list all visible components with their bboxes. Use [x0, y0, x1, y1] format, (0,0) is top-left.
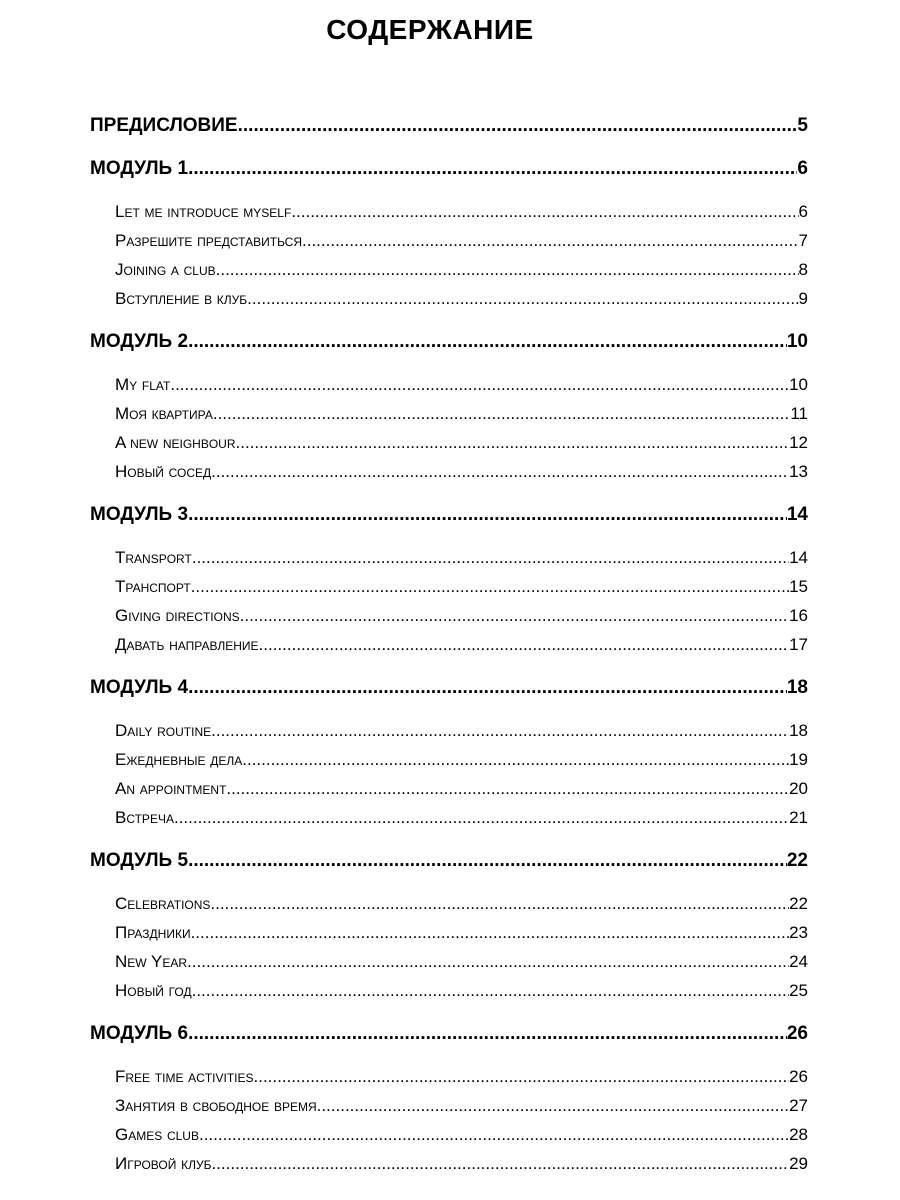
toc-entry-label: Daily routine	[115, 721, 212, 740]
toc-entry-section[interactable]	[115, 630, 808, 659]
toc-page-number: 10	[786, 331, 808, 352]
toc-entry-section[interactable]	[115, 803, 808, 832]
page-title: СОДЕРЖАНИЕ	[326, 14, 534, 45]
dot-leader	[254, 1062, 790, 1091]
toc-page-number: 18	[789, 721, 808, 740]
dot-leader	[240, 601, 789, 630]
toc-entry-label: МОДУЛЬ 3	[90, 504, 189, 525]
toc-entry-section[interactable]	[115, 774, 808, 803]
toc-entry-label: Giving directions	[115, 606, 240, 625]
dot-leader	[302, 226, 799, 255]
dot-leader	[211, 457, 789, 486]
toc-entry-section[interactable]	[115, 1091, 808, 1120]
toc-entry-section[interactable]	[115, 745, 808, 774]
dot-leader	[199, 1120, 789, 1149]
toc-page-number: 6	[797, 158, 808, 179]
toc-entry-label: Моя квартира	[115, 404, 213, 423]
toc-page-number: 5	[797, 115, 808, 136]
toc-page-number: 19	[789, 750, 808, 769]
dot-leader	[317, 1091, 789, 1120]
toc-page-number: 20	[789, 779, 808, 798]
toc-entry-section[interactable]	[115, 197, 808, 226]
toc-entry-label: Занятия в свободное время	[115, 1096, 317, 1115]
toc-entry-section[interactable]	[115, 947, 808, 976]
dot-leader	[188, 327, 787, 356]
toc-entry-module-1[interactable]	[90, 154, 808, 183]
toc-entry-section[interactable]	[115, 284, 808, 313]
toc-entry-label: A new neighbour	[115, 433, 236, 452]
toc-entry-section[interactable]	[115, 601, 808, 630]
toc-page-number: 24	[789, 952, 808, 971]
toc-entry-section[interactable]	[115, 543, 808, 572]
toc-page-number: 12	[789, 433, 808, 452]
module-6-sections	[115, 1062, 808, 1178]
toc-page-number: 22	[786, 850, 808, 871]
toc-page-number: 8	[798, 260, 808, 279]
toc-page-number: 28	[789, 1125, 808, 1144]
toc-entry-label: МОДУЛЬ 5	[90, 850, 189, 871]
toc-page-number: 14	[789, 548, 808, 567]
module-5-sections	[115, 889, 808, 1005]
toc-page-number: 17	[789, 635, 808, 654]
dot-leader	[191, 572, 789, 601]
toc-page-number: 16	[789, 606, 808, 625]
toc-page-number: 26	[789, 1067, 808, 1086]
toc-page-number: 14	[786, 504, 808, 525]
toc-page-number: 13	[789, 462, 808, 481]
module-3-sections	[115, 543, 808, 659]
toc-entry-label: My flat	[115, 375, 171, 394]
toc-page-number: 26	[786, 1023, 808, 1044]
toc-entry-label: Ежедневные дела	[115, 750, 243, 769]
toc-page-number: 15	[789, 577, 808, 596]
toc-entry-module-5[interactable]	[90, 846, 808, 875]
toc-entry-section[interactable]	[115, 370, 808, 399]
dot-leader	[216, 255, 799, 284]
toc-entry-label: Давать направление	[115, 635, 259, 654]
toc-entry-section[interactable]	[115, 889, 808, 918]
dot-leader	[188, 154, 797, 183]
toc-entry-section[interactable]	[115, 918, 808, 947]
dot-leader	[188, 846, 787, 875]
dot-leader	[188, 1019, 787, 1048]
toc-entry-module-3[interactable]	[90, 500, 808, 529]
toc-page-number: 21	[789, 808, 808, 827]
toc-entry-module-6[interactable]	[90, 1019, 808, 1048]
toc-page-number: 29	[789, 1154, 808, 1173]
toc-entry-label: Праздники	[115, 923, 191, 942]
toc-page-number: 25	[789, 981, 808, 1000]
toc-entry-section[interactable]	[115, 255, 808, 284]
dot-leader	[236, 428, 790, 457]
toc-entry-label: An appointment	[115, 779, 227, 798]
toc-page-number: 22	[789, 894, 808, 913]
toc-entry-label: Разрешите представиться	[115, 231, 303, 250]
toc-entry-label: Транспорт	[115, 577, 191, 596]
toc-entry-label: Игровой клуб	[115, 1154, 212, 1173]
dot-leader	[210, 889, 789, 918]
toc-entry-label: МОДУЛЬ 4	[90, 677, 189, 698]
dot-leader	[213, 399, 790, 428]
dot-leader	[174, 803, 789, 832]
dot-leader	[191, 918, 790, 947]
dot-leader	[247, 284, 798, 313]
toc-entry-section[interactable]	[115, 457, 808, 486]
toc-entry-label: Celebrations	[115, 894, 211, 913]
dot-leader	[170, 370, 789, 399]
toc-page-number: 6	[798, 202, 808, 221]
dot-leader	[188, 673, 787, 702]
dot-leader	[211, 716, 789, 745]
module-2-sections	[115, 370, 808, 486]
toc-page-number: 7	[798, 231, 808, 250]
dot-leader	[238, 111, 798, 140]
dot-leader	[242, 745, 789, 774]
toc-entry-section[interactable]	[115, 572, 808, 601]
table-of-contents	[90, 111, 808, 1178]
toc-entry-label: Новый год	[115, 981, 192, 1000]
toc-entry-label: МОДУЛЬ 2	[90, 331, 189, 352]
toc-entry-section[interactable]	[115, 1149, 808, 1178]
toc-entry-preface[interactable]	[90, 111, 808, 140]
toc-entry-section[interactable]	[115, 716, 808, 745]
toc-entry-label: Free time activities	[115, 1067, 254, 1086]
dot-leader	[188, 500, 787, 529]
dot-leader	[226, 774, 789, 803]
dot-leader	[291, 197, 798, 226]
toc-entry-label: Let me introduce myself	[115, 202, 292, 221]
toc-entry-label: Новый сосед	[115, 462, 212, 481]
toc-entry-section[interactable]	[115, 976, 808, 1005]
dot-leader	[211, 1149, 789, 1178]
toc-page-number: 18	[786, 677, 808, 698]
toc-entry-label: Встреча	[115, 808, 174, 827]
toc-entry-section[interactable]	[115, 428, 808, 457]
dot-leader	[192, 543, 789, 572]
toc-entry-section[interactable]	[115, 1120, 808, 1149]
toc-entry-label: New Year	[115, 952, 188, 971]
toc-page-number: 10	[789, 375, 808, 394]
toc-page-number: 27	[789, 1096, 808, 1115]
toc-entry-label: Joining a club	[115, 260, 216, 279]
toc-page-number: 9	[798, 289, 808, 308]
dot-leader	[187, 947, 789, 976]
toc-entry-section[interactable]	[115, 226, 808, 255]
toc-entry-label: МОДУЛЬ 1	[90, 158, 189, 179]
toc-entry-label: МОДУЛЬ 6	[90, 1023, 189, 1044]
toc-entry-label: Transport	[115, 548, 192, 567]
toc-entry-module-4[interactable]	[90, 673, 808, 702]
toc-entry-section[interactable]	[115, 1062, 808, 1091]
module-4-sections	[115, 716, 808, 832]
toc-entry-label: Вступление в клуб	[115, 289, 248, 308]
toc-entry-label: Games club	[115, 1125, 199, 1144]
toc-page-number: 23	[789, 923, 808, 942]
dot-leader	[192, 976, 789, 1005]
toc-entry-section[interactable]	[115, 399, 808, 428]
module-1-sections	[115, 197, 808, 313]
toc-entry-module-2[interactable]	[90, 327, 808, 356]
toc-page-number: 11	[790, 404, 808, 423]
dot-leader	[259, 630, 790, 659]
toc-entry-label: ПРЕДИСЛОВИЕ	[90, 115, 238, 136]
